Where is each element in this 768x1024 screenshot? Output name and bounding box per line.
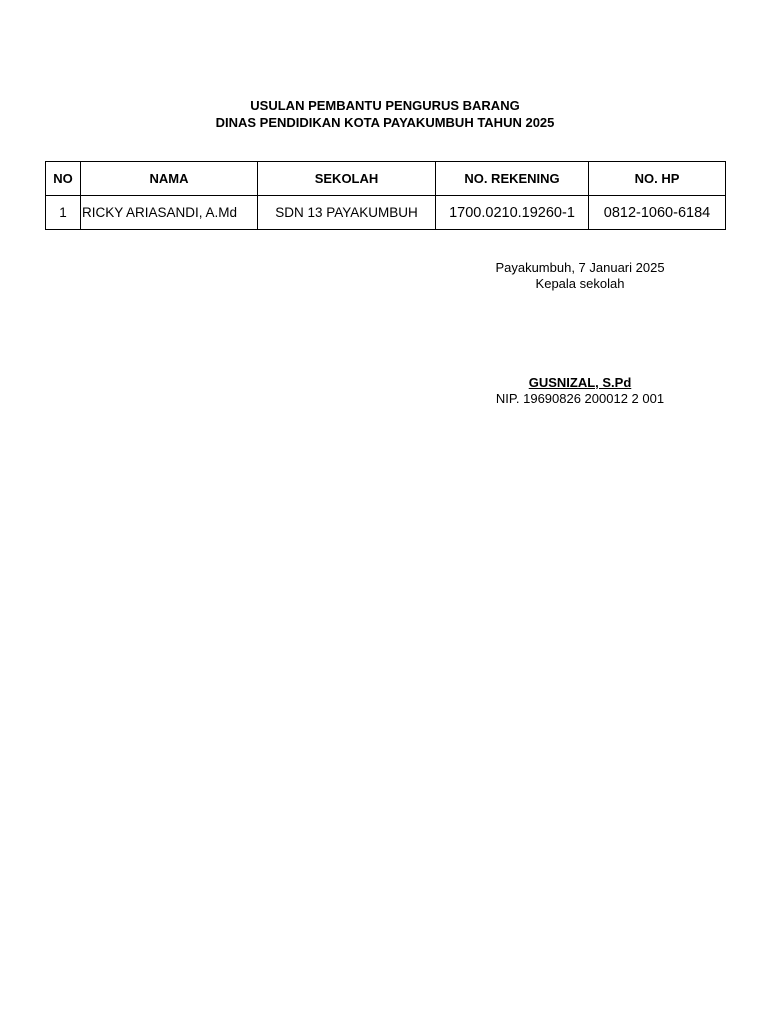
column-header-nama: NAMA <box>81 162 258 196</box>
table-header-row <box>46 162 726 196</box>
cell-no: 1 <box>46 196 81 230</box>
signer-position: Kepala sekolah <box>535 276 625 291</box>
cell-rekening: 1700.0210.19260-1 <box>436 196 589 230</box>
title-line-1: USULAN PEMBANTU PENGURUS BARANG <box>250 98 520 113</box>
table-row <box>46 196 726 230</box>
column-header-no: NO <box>46 162 81 196</box>
cell-sekolah: SDN 13 PAYAKUMBUH <box>258 196 436 230</box>
signer-nip: NIP. 19690826 200012 2 001 <box>495 391 665 406</box>
place-date: Payakumbuh, 7 Januari 2025 <box>495 260 665 275</box>
signature-footer <box>472 375 688 407</box>
signature-header <box>472 260 688 292</box>
cell-nama: RICKY ARIASANDI, A.Md <box>81 196 258 230</box>
proposal-table <box>45 161 726 230</box>
column-header-hp: NO. HP <box>589 162 726 196</box>
column-header-rekening: NO. REKENING <box>436 162 589 196</box>
column-header-sekolah: SEKOLAH <box>258 162 436 196</box>
document-title <box>0 97 768 131</box>
cell-hp: 0812-1060-6184 <box>589 196 726 230</box>
title-line-2: DINAS PENDIDIKAN KOTA PAYAKUMBUH TAHUN 2025 <box>215 115 555 130</box>
signer-name: GUSNIZAL, S.Pd <box>528 375 632 390</box>
